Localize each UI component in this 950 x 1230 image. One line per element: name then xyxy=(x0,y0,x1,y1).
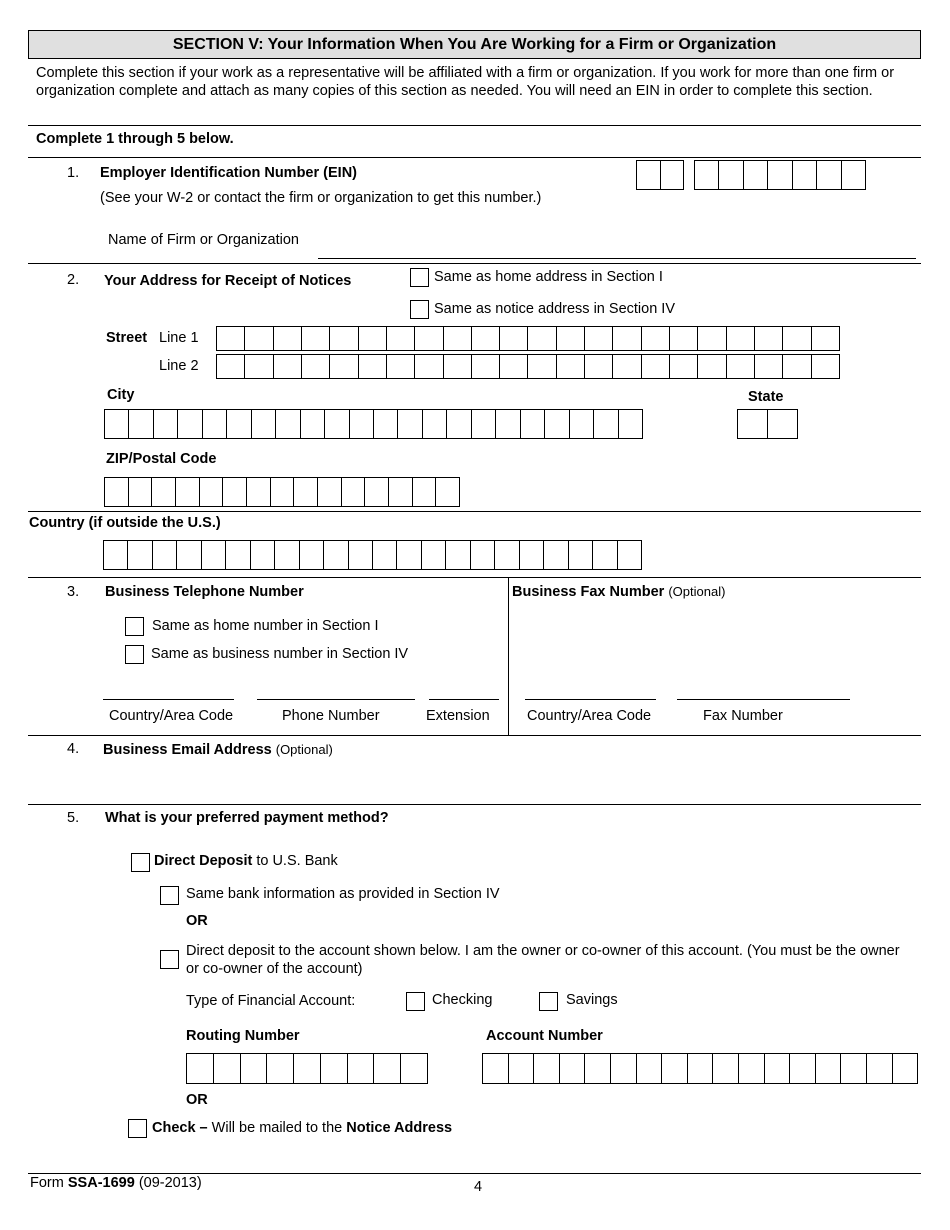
email-optional: (Optional) xyxy=(275,742,333,757)
character-box[interactable] xyxy=(129,410,153,438)
character-box[interactable] xyxy=(415,327,443,350)
character-box[interactable] xyxy=(841,1054,867,1083)
check-label: Check – xyxy=(152,1120,208,1136)
same-notice-address-label: Same as notice address in Section IV xyxy=(434,301,675,317)
form-prefix: Form xyxy=(30,1175,64,1191)
payment-question: What is your preferred payment method? xyxy=(105,810,389,826)
character-box[interactable] xyxy=(387,355,415,378)
character-box[interactable] xyxy=(401,1054,427,1083)
character-box[interactable] xyxy=(217,327,245,350)
character-box[interactable] xyxy=(744,161,768,189)
divider xyxy=(28,263,921,264)
character-box[interactable] xyxy=(359,355,387,378)
character-box[interactable] xyxy=(128,541,152,569)
character-box[interactable] xyxy=(783,355,811,378)
character-box[interactable] xyxy=(245,355,273,378)
section-intro: Complete this section if your work as a representative will be affiliated with a firm or organization. If you work for more than one firm or organization complete and attach as many copies of this section as needed. You will need an EIN in order to complete this section. xyxy=(36,65,895,99)
character-box[interactable] xyxy=(389,478,413,506)
phone-number-input[interactable] xyxy=(257,699,415,700)
page-number: 4 xyxy=(474,1179,483,1195)
character-box[interactable] xyxy=(436,478,459,506)
character-box[interactable] xyxy=(867,1054,893,1083)
same-home-number-label: Same as home number in Section I xyxy=(152,618,379,634)
fax-number-input[interactable] xyxy=(677,699,850,700)
character-box[interactable] xyxy=(446,541,470,569)
phone-number-label: Phone Number xyxy=(282,708,380,724)
character-box[interactable] xyxy=(152,478,176,506)
character-box[interactable] xyxy=(594,410,618,438)
character-box[interactable] xyxy=(611,1054,637,1083)
direct-deposit-suffix: to U.S. Bank xyxy=(256,853,338,869)
divider xyxy=(28,157,921,158)
fax-label: Business Fax Number xyxy=(512,584,665,600)
character-box[interactable] xyxy=(545,410,569,438)
character-box[interactable] xyxy=(500,355,528,378)
same-home-address-label: Same as home address in Section I xyxy=(434,269,663,285)
zip-boxes[interactable] xyxy=(104,477,460,507)
character-box[interactable] xyxy=(217,355,245,378)
routing-label: Routing Number xyxy=(186,1028,300,1044)
form-date: (09-2013) xyxy=(138,1175,202,1191)
character-box[interactable] xyxy=(294,1054,321,1083)
character-box[interactable] xyxy=(374,1054,401,1083)
character-box[interactable] xyxy=(842,161,865,189)
check-mid: Will be mailed to the xyxy=(211,1120,343,1136)
character-box[interactable] xyxy=(422,541,446,569)
divider xyxy=(508,578,509,735)
character-box[interactable] xyxy=(637,1054,663,1083)
character-box[interactable] xyxy=(613,355,641,378)
direct-deposit-label: Direct Deposit xyxy=(154,853,253,869)
character-box[interactable] xyxy=(727,327,755,350)
character-box[interactable] xyxy=(247,478,271,506)
character-box[interactable] xyxy=(790,1054,816,1083)
character-box[interactable] xyxy=(483,1054,509,1083)
character-box[interactable] xyxy=(472,327,500,350)
check-checkbox[interactable] xyxy=(128,1119,147,1138)
state-boxes[interactable] xyxy=(737,409,798,439)
check-label-group xyxy=(152,1120,452,1136)
character-box[interactable] xyxy=(528,327,556,350)
character-box[interactable] xyxy=(178,410,202,438)
character-box[interactable] xyxy=(585,355,613,378)
character-box[interactable] xyxy=(105,410,129,438)
fax-optional: (Optional) xyxy=(668,584,726,599)
savings-label: Savings xyxy=(566,992,618,1008)
character-box[interactable] xyxy=(570,410,594,438)
character-box[interactable] xyxy=(472,355,500,378)
account-label: Account Number xyxy=(486,1028,603,1044)
character-box[interactable] xyxy=(662,1054,688,1083)
firm-name-input[interactable] xyxy=(318,258,916,259)
character-box[interactable] xyxy=(500,327,528,350)
character-box[interactable] xyxy=(415,355,443,378)
same-bank-label: Same bank information as provided in Section IV xyxy=(186,886,500,902)
line2-label: Line 2 xyxy=(159,358,199,374)
character-box[interactable] xyxy=(738,410,768,438)
character-box[interactable] xyxy=(528,355,556,378)
character-box[interactable] xyxy=(267,1054,294,1083)
same-business-number-checkbox[interactable] xyxy=(125,645,144,664)
character-box[interactable] xyxy=(271,478,295,506)
character-box[interactable] xyxy=(755,327,783,350)
direct-deposit-checkbox[interactable] xyxy=(131,853,150,872)
character-box[interactable] xyxy=(496,410,520,438)
character-box[interactable] xyxy=(330,355,358,378)
character-box[interactable] xyxy=(350,410,374,438)
or-separator: OR xyxy=(186,1092,208,1108)
divider xyxy=(28,735,921,736)
fax-country-code-input[interactable] xyxy=(525,699,656,700)
character-box[interactable] xyxy=(387,327,415,350)
character-box[interactable] xyxy=(325,410,349,438)
character-box[interactable] xyxy=(534,1054,560,1083)
same-business-number-label: Same as business number in Section IV xyxy=(151,646,409,662)
city-boxes[interactable] xyxy=(104,409,643,439)
character-box[interactable] xyxy=(302,327,330,350)
character-box[interactable] xyxy=(423,410,447,438)
fax-number-label: Fax Number xyxy=(703,708,783,724)
character-box[interactable] xyxy=(521,410,545,438)
city-label: City xyxy=(107,387,135,403)
character-box[interactable] xyxy=(252,410,276,438)
same-bank-checkbox[interactable] xyxy=(160,886,179,905)
character-box[interactable] xyxy=(585,327,613,350)
character-box[interactable] xyxy=(768,161,792,189)
line1-label: Line 1 xyxy=(159,330,199,346)
item-number: 3. xyxy=(67,584,80,600)
character-box[interactable] xyxy=(569,541,593,569)
character-box[interactable] xyxy=(301,410,325,438)
character-box[interactable] xyxy=(241,1054,268,1083)
character-box[interactable] xyxy=(227,410,251,438)
email-label-group xyxy=(103,742,333,758)
character-box[interactable] xyxy=(755,355,783,378)
character-box[interactable] xyxy=(661,161,684,189)
country-boxes[interactable] xyxy=(103,540,642,570)
character-box[interactable] xyxy=(104,541,128,569)
character-box[interactable] xyxy=(200,478,224,506)
deposit-below-label: Direct deposit to the account shown below. I am the owner or co-owner of this account. (You must be the owner or co-owner of the account) xyxy=(186,943,900,977)
character-box[interactable] xyxy=(739,1054,765,1083)
item-number: 2. xyxy=(67,272,80,288)
character-box[interactable] xyxy=(520,541,544,569)
character-box[interactable] xyxy=(153,541,177,569)
character-box[interactable] xyxy=(495,541,519,569)
character-box[interactable] xyxy=(275,541,299,569)
character-box[interactable] xyxy=(294,478,318,506)
business-phone-label: Business Telephone Number xyxy=(105,584,304,600)
character-box[interactable] xyxy=(471,541,495,569)
phone-extension-label: Extension xyxy=(426,708,490,724)
street-line1-boxes[interactable] xyxy=(216,326,840,351)
character-box[interactable] xyxy=(642,327,670,350)
character-box[interactable] xyxy=(670,327,698,350)
character-box[interactable] xyxy=(274,355,302,378)
same-home-number-checkbox[interactable] xyxy=(125,617,144,636)
character-box[interactable] xyxy=(637,161,661,189)
character-box[interactable] xyxy=(783,327,811,350)
ein-hint: (See your W-2 or contact the firm or organization to get this number.) xyxy=(100,190,542,206)
character-box[interactable] xyxy=(330,327,358,350)
character-box[interactable] xyxy=(593,541,617,569)
character-box[interactable] xyxy=(365,478,389,506)
character-box[interactable] xyxy=(444,327,472,350)
check-end: Notice Address xyxy=(346,1120,453,1136)
character-box[interactable] xyxy=(560,1054,586,1083)
character-box[interactable] xyxy=(226,541,250,569)
street-line2-boxes[interactable] xyxy=(216,354,840,379)
character-box[interactable] xyxy=(816,1054,842,1083)
divider xyxy=(28,577,921,578)
character-box[interactable] xyxy=(398,410,422,438)
character-box[interactable] xyxy=(557,355,585,378)
character-box[interactable] xyxy=(342,478,366,506)
character-box[interactable] xyxy=(324,541,348,569)
character-box[interactable] xyxy=(472,410,496,438)
divider xyxy=(28,125,921,126)
email-label: Business Email Address xyxy=(103,742,272,758)
character-box[interactable] xyxy=(397,541,421,569)
character-box[interactable] xyxy=(214,1054,241,1083)
character-box[interactable] xyxy=(318,478,342,506)
character-box[interactable] xyxy=(812,355,839,378)
character-box[interactable] xyxy=(187,1054,214,1083)
character-box[interactable] xyxy=(695,161,719,189)
form-id xyxy=(30,1175,202,1191)
firm-name-label: Name of Firm or Organization xyxy=(108,232,299,248)
divider xyxy=(28,511,921,512)
character-box[interactable] xyxy=(768,410,797,438)
character-box[interactable] xyxy=(321,1054,348,1083)
character-box[interactable] xyxy=(274,327,302,350)
item-number: 4. xyxy=(67,741,80,757)
character-box[interactable] xyxy=(447,410,471,438)
character-box[interactable] xyxy=(698,355,726,378)
character-box[interactable] xyxy=(698,327,726,350)
character-box[interactable] xyxy=(105,478,129,506)
item-number: 1. xyxy=(67,165,80,181)
street-label: Street xyxy=(106,330,148,346)
character-box[interactable] xyxy=(413,478,437,506)
character-box[interactable] xyxy=(618,541,641,569)
character-box[interactable] xyxy=(585,1054,611,1083)
character-box[interactable] xyxy=(557,327,585,350)
direct-deposit-label-group xyxy=(154,853,338,869)
phone-extension-input[interactable] xyxy=(429,699,499,700)
character-box[interactable] xyxy=(129,478,153,506)
checking-checkbox[interactable] xyxy=(406,992,425,1011)
ein-prefix-boxes[interactable] xyxy=(636,160,684,190)
character-box[interactable] xyxy=(348,1054,375,1083)
same-notice-address-checkbox[interactable] xyxy=(410,300,429,319)
item-number: 5. xyxy=(67,810,80,826)
character-box[interactable] xyxy=(245,327,273,350)
character-box[interactable] xyxy=(613,327,641,350)
character-box[interactable] xyxy=(812,327,839,350)
character-box[interactable] xyxy=(176,478,200,506)
section-title: SECTION V: Your Information When You Are Working for a Firm or Organization xyxy=(28,30,921,59)
character-box[interactable] xyxy=(509,1054,535,1083)
character-box[interactable] xyxy=(202,541,226,569)
character-box[interactable] xyxy=(893,1054,918,1083)
character-box[interactable] xyxy=(276,410,300,438)
character-box[interactable] xyxy=(727,355,755,378)
character-box[interactable] xyxy=(349,541,373,569)
phone-country-code-label: Country/Area Code xyxy=(109,708,234,724)
fax-country-code-label: Country/Area Code xyxy=(527,708,652,724)
character-box[interactable] xyxy=(359,327,387,350)
form-name: SSA-1699 xyxy=(67,1175,135,1191)
account-number-boxes[interactable] xyxy=(482,1053,918,1084)
character-box[interactable] xyxy=(544,541,568,569)
character-box[interactable] xyxy=(719,161,743,189)
country-label: Country (if outside the U.S.) xyxy=(29,515,221,531)
character-box[interactable] xyxy=(373,541,397,569)
instruction-text: Complete 1 through 5 below. xyxy=(36,131,234,147)
fax-label-group xyxy=(512,584,725,600)
checking-label: Checking xyxy=(432,992,493,1008)
character-box[interactable] xyxy=(374,410,398,438)
phone-country-code-input[interactable] xyxy=(103,699,234,700)
or-separator: OR xyxy=(186,913,208,929)
zip-label: ZIP/Postal Code xyxy=(106,451,217,467)
account-type-label: Type of Financial Account: xyxy=(186,993,356,1009)
divider xyxy=(28,1173,921,1174)
state-label: State xyxy=(748,389,784,405)
character-box[interactable] xyxy=(765,1054,791,1083)
character-box[interactable] xyxy=(223,478,247,506)
same-home-address-checkbox[interactable] xyxy=(410,268,429,287)
character-box[interactable] xyxy=(300,541,324,569)
notice-address-label: Your Address for Receipt of Notices xyxy=(104,273,352,289)
character-box[interactable] xyxy=(177,541,201,569)
ein-label: Employer Identification Number (EIN) xyxy=(100,165,357,181)
character-box[interactable] xyxy=(251,541,275,569)
routing-number-boxes[interactable] xyxy=(186,1053,428,1084)
character-box[interactable] xyxy=(670,355,698,378)
character-box[interactable] xyxy=(713,1054,739,1083)
character-box[interactable] xyxy=(688,1054,714,1083)
character-box[interactable] xyxy=(642,355,670,378)
character-box[interactable] xyxy=(302,355,330,378)
ein-suffix-boxes[interactable] xyxy=(694,160,866,190)
character-box[interactable] xyxy=(793,161,817,189)
character-box[interactable] xyxy=(444,355,472,378)
savings-checkbox[interactable] xyxy=(539,992,558,1011)
email-input[interactable] xyxy=(28,804,921,805)
character-box[interactable] xyxy=(817,161,841,189)
deposit-below-checkbox[interactable] xyxy=(160,950,179,969)
character-box[interactable] xyxy=(203,410,227,438)
character-box[interactable] xyxy=(154,410,178,438)
character-box[interactable] xyxy=(619,410,642,438)
